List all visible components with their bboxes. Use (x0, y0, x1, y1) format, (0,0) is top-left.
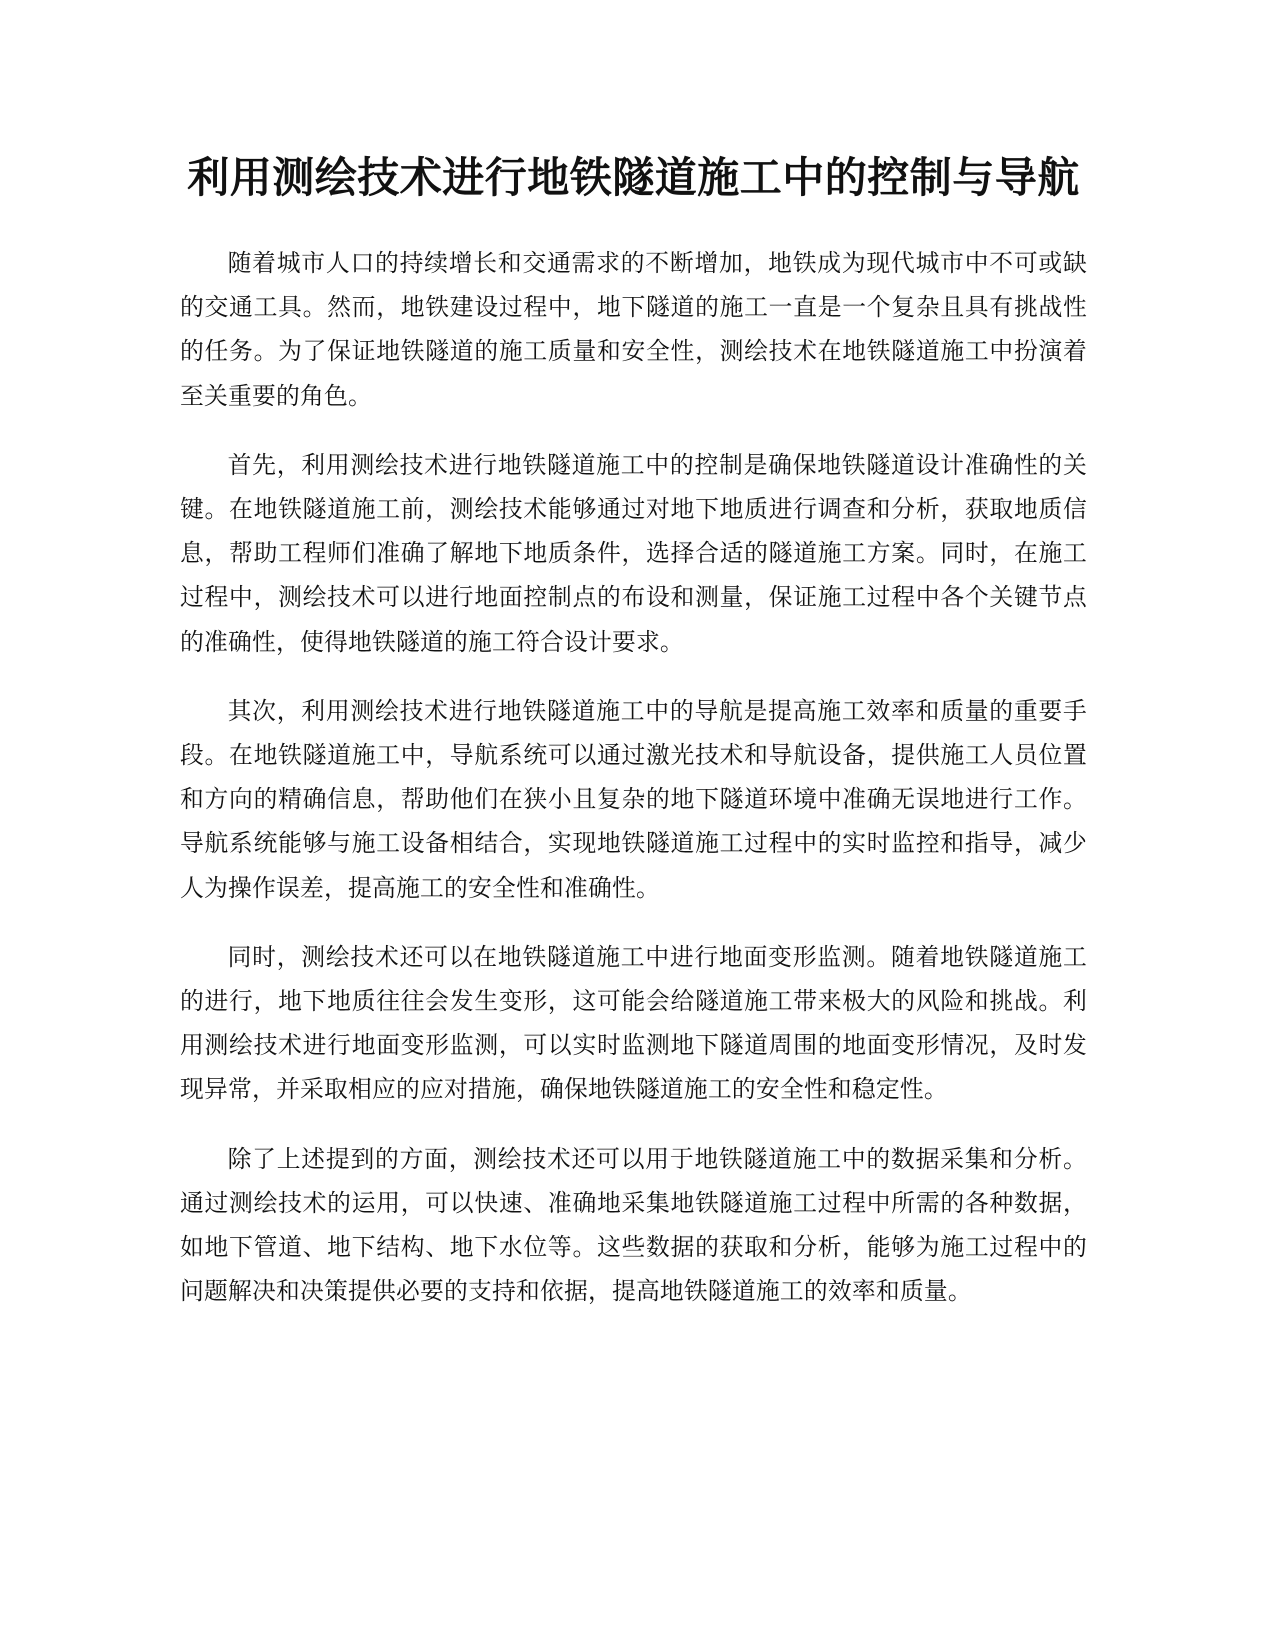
paragraph-navigation: 其次，利用测绘技术进行地铁隧道施工中的导航是提高施工效率和质量的重要手段。在地铁隧道施工中，导航系统可以通过激光技术和导航设备，提供施工人员位置和方向的精确信息，帮助他们在狭小且复杂的地下隧道环境中准确无误地进行工作。导航系统能够与施工设备相结合，实现地铁隧道施工过程中的实时监控和指导，减少人为操作误差，提高施工的安全性和准确性。 (180, 696, 1087, 902)
document-title: 利用测绘技术进行地铁隧道施工中的控制与导航 (187, 153, 1080, 202)
document-page (180, 140, 1087, 1338)
paragraph-intro: 随着城市人口的持续增长和交通需求的不断增加，地铁成为现代城市中不可或缺的交通工具。然而，地铁建设过程中，地下隧道的施工一直是一个复杂且具有挑战性的任务。为了保证地铁隧道的施工质量和安全性，测绘技术在地铁隧道施工中扮演着至关重要的角色。 (180, 249, 1087, 410)
paragraph-data-collection: 除了上述提到的方面，测绘技术还可以用于地铁隧道施工中的数据采集和分析。通过测绘技术的运用，可以快速、准确地采集地铁隧道施工过程中所需的各种数据，如地下管道、地下结构、地下水位等。这些数据的获取和分析，能够为施工过程中的问题解决和决策提供必要的支持和依据，提高地铁隧道施工的效率和质量。 (180, 1144, 1087, 1306)
paragraph-control: 首先，利用测绘技术进行地铁隧道施工中的控制是确保地铁隧道设计准确性的关键。在地铁隧道施工前，测绘技术能够通过对地下地质进行调查和分析，获取地质信息，帮助工程师们准确了解地下地质条件，选择合适的隧道施工方案。同时，在施工过程中，测绘技术可以进行地面控制点的布设和测量，保证施工过程中各个关键节点的准确性，使得地铁隧道的施工符合设计要求。 (180, 450, 1087, 656)
paragraph-deformation-monitoring: 同时，测绘技术还可以在地铁隧道施工中进行地面变形监测。随着地铁隧道施工的进行，地下地质往往会发生变形，这可能会给隧道施工带来极大的风险和挑战。利用测绘技术进行地面变形监测，可以实时监测地下隧道周围的地面变形情况，及时发现异常，并采取相应的应对措施，确保地铁隧道施工的安全性和稳定性。 (180, 942, 1087, 1104)
